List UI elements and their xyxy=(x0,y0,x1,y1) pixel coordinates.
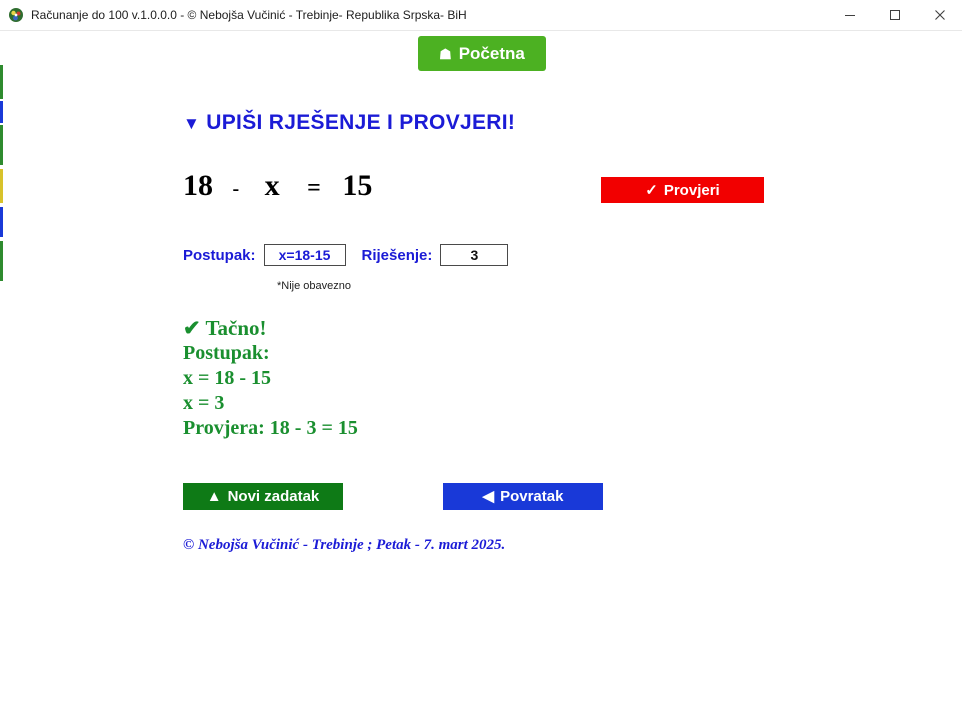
result-line-3: Provjera: 18 - 3 = 15 xyxy=(183,417,358,439)
back-button-label: Povratak xyxy=(500,488,564,505)
page-title xyxy=(183,111,515,135)
rjesenje-input[interactable] xyxy=(440,244,508,266)
answer-inputs-row xyxy=(183,244,508,266)
new-task-button-label: Novi zadatak xyxy=(227,488,320,505)
result-panel xyxy=(183,316,358,441)
rjesenje-label: Riješenje: xyxy=(361,246,433,264)
back-button[interactable] xyxy=(443,483,603,510)
footer-credit: © Nebojša Vučinić - Trebinje ; Petak - 7. mart 2025. xyxy=(183,537,506,553)
check-button[interactable] xyxy=(601,177,764,203)
task-expression xyxy=(183,169,372,203)
task-equals: = xyxy=(307,175,321,201)
result-line-0: Postupak: xyxy=(183,342,270,364)
triangle-left-icon: ◀ xyxy=(482,488,495,505)
task-operator: - xyxy=(232,178,240,200)
result-line-1: x = 18 - 15 xyxy=(183,367,272,389)
optional-note: *Nije obavezno xyxy=(277,280,351,292)
postupak-input[interactable] xyxy=(264,244,346,266)
result-line-2: x = 3 xyxy=(183,392,225,414)
status-badge: ✔ Tačno! xyxy=(183,316,267,340)
window-title: Računanje do 100 v.1.0.0.0 - © Nebojša Vučinić - Trebinje- Republika Srpska- BiH xyxy=(31,8,467,22)
page-title-text: UPIŠI RJEŠENJE I PROVJERI! xyxy=(206,111,516,134)
check-button-label: Provjeri xyxy=(663,181,720,199)
task-left-operand: 18 xyxy=(183,169,213,202)
postupak-label: Postupak: xyxy=(183,246,256,264)
decorative-edge-marks xyxy=(0,65,4,285)
maximize-icon[interactable] xyxy=(872,0,917,30)
task-right-operand: 15 xyxy=(342,169,373,202)
home-icon: ☗ xyxy=(439,45,452,62)
window-titlebar xyxy=(0,0,962,31)
home-button[interactable] xyxy=(418,36,546,71)
new-task-button[interactable] xyxy=(183,483,343,510)
task-unknown: x xyxy=(264,169,280,202)
close-icon[interactable] xyxy=(917,0,962,30)
triangle-up-icon: ▲ xyxy=(206,488,222,505)
app-icon xyxy=(8,7,24,23)
main-content xyxy=(0,31,962,709)
home-button-label: Početna xyxy=(458,44,525,63)
chevron-down-icon: ▼ xyxy=(183,114,201,133)
check-icon: ✓ xyxy=(645,181,658,199)
minimize-icon[interactable] xyxy=(827,0,872,30)
window-controls xyxy=(827,0,962,30)
